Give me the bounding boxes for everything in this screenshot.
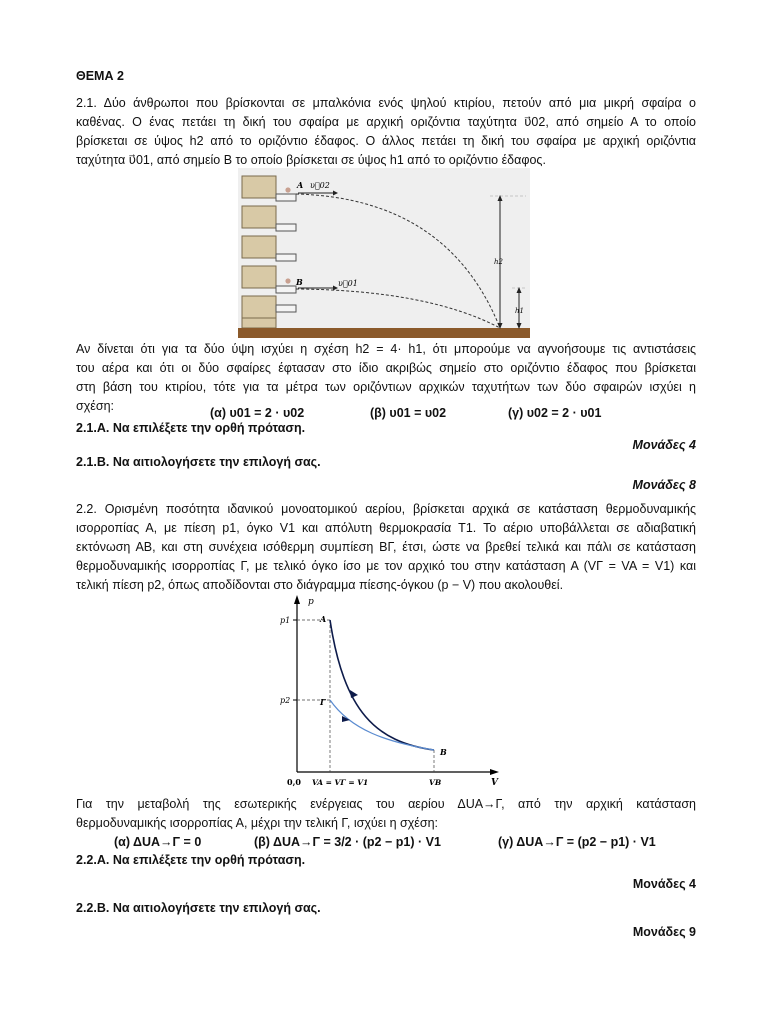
q21-points-a: Μονάδες 4 [632,438,696,452]
label-h1: h1 [515,307,524,315]
q22-line-3: εκτόνωση ΑΒ, και στη συνέχεια ισόθερμη συμπίεση ΒΓ, έτσι, ώστε να βρεθεί τελικά και πάλι σε κατάσταση [76,540,696,554]
q22-points-b: Μονάδες 9 [632,925,696,939]
q22-line-5: τελική πίεση p2, όπως αποδίδονται στο διάγραμμα πίεσης-όγκου (p − V) που ακολουθεί. [76,578,564,592]
pv-diagram [276,592,506,792]
label-b: B [296,277,303,287]
axis-p-label: p [308,597,314,607]
label-h2: h2 [494,258,503,266]
q22-part-b: 2.2.Β. Να αιτιολογήσετε την επιλογή σας. [76,901,321,915]
point-a: A [320,614,327,624]
label-v02: υ⃗02 [310,181,330,190]
q22-after-2: θερμοδυναμικής ισορροπίας Α, μέχρι την τελική Γ, ισχύει η σχέση: [76,816,438,830]
q22-points-a: Μονάδες 4 [632,877,696,891]
q21-after-4: σχέση: [76,399,114,413]
projectile-figure [238,168,530,338]
tick-vb: VB [429,778,442,787]
q22-option-b: (β) ΔUΑ→Γ = 3/2 · (p2 − p1) · V1 [254,835,441,849]
q21-option-a: (α) υ01 = 2 · υ02 [210,406,305,420]
axis-v-label: V [491,778,498,788]
q22-after-1: Για την μεταβολή της εσωτερικής ενέργειας του αερίου ΔUΑ→Γ, από την αρχική κατάσταση [76,797,696,811]
q22-part-a: 2.2.Α. Να επιλέξετε την ορθή πρόταση. [76,853,306,867]
q21-part-a: 2.1.Α. Να επιλέξετε την ορθή πρόταση. [76,421,306,435]
q21-after-1: Αν δίνεται ότι για τα δύο ύψη ισχύει η σχέση h2 = 4· h1, ότι μπορούμε να αγνοήσουμε τις αντιστάσεις [76,342,696,356]
q22-option-c: (γ) ΔUΑ→Γ = (p2 − p1) · V1 [498,835,656,849]
q21-after-2: του αέρα και ότι οι δύο σφαίρες έφτασαν στο ίδιο ακριβώς σημείο στο οριζόντιο έδαφος που βρίσκεται [76,361,696,375]
label-a: A [297,180,304,190]
q21-option-b: (β) υ01 = υ02 [370,406,447,420]
page-title: ΘΕΜΑ 2 [76,69,124,83]
tick-v1: VA = VΓ = V1 [312,778,369,787]
tick-p1: p1 [280,616,291,625]
point-b: B [440,747,447,757]
tick-p2: p2 [280,696,291,705]
q22-option-a: (α) ΔUΑ→Γ = 0 [114,835,202,849]
q22-line-2: ισορροπίας Α, με πίεση p1, όγκο V1 και απόλυτη θερμοκρασία T1. Το αέριο υποβάλλεται σε αδιαβατική [76,521,696,535]
q21-points-b: Μονάδες 8 [632,478,696,492]
q22-line-4: θερμοδυναμικής ισορροπίας Γ, με τελικό όγκο ίσο με τον αρχικό του στην κατάσταση Α (VΓ = VA = V1) και [76,559,696,573]
label-v01: υ⃗01 [338,279,358,288]
point-g: Γ [320,697,326,707]
q21-line-2: καθένας. Ο ένας πετάει τη δική του σφαίρα με αρχική οριζόντια ταχύτητα υ⃗02, από σημείο Α το οποίο [76,115,696,129]
q22-line-1: 2.2. Ορισμένη ποσότητα ιδανικού μονοατομικού αερίου, βρίσκεται αρχικά σε κατάσταση θερμοδυναμικής [76,502,696,516]
q21-part-b: 2.1.Β. Να αιτιολογήσετε την επιλογή σας. [76,455,321,469]
q21-after-3: στη βάση του κτιρίου, τότε για τα μέτρα των οριζόντιων αρχικών ταχυτήτων των δύο σφαιρών ισχύει η [76,380,696,394]
q21-line-3: βρίσκεται σε ύψος h2 από το οριζόντιο έδαφος. Ο άλλος πετάει τη δική του σφαίρα με αρχική οριζόντια [76,134,696,148]
origin-label: 0,0 [287,777,301,787]
q21-line-1: 2.1. Δύο άνθρωποι που βρίσκονται σε μπαλκόνια ενός ψηλού κτιρίου, πετούν από μια μικρή σφαίρα ο [76,96,696,110]
q21-option-c: (γ) υ02 = 2 · υ01 [508,406,602,420]
q21-line-4: ταχύτητα υ⃗01, από σημείο Β το οποίο βρίσκεται σε ύψος h1 από το οριζόντιο έδαφος. [76,153,546,167]
